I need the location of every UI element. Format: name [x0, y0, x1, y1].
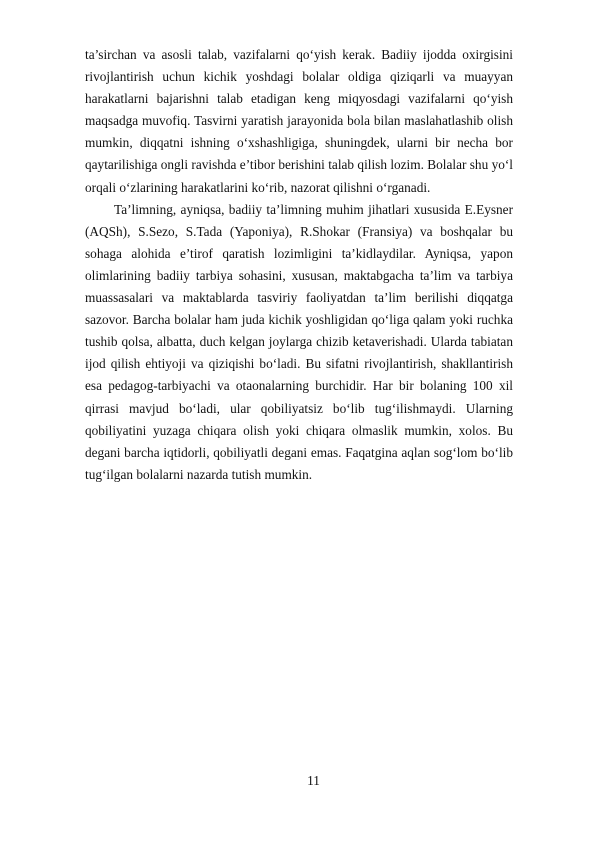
paragraph-1: ta’sirchan va asosli talab, vazifalarni qo‘yish kerak. Badiiy ijodda oxirgisini rivojlantirish uchun kichik yoshdagi bolalar oldiga qiziqarli va muayyan harakatlarni bajarishni talab etadigan keng miqyosdagi vazifalarni qo‘yish maqsadga muvofiq. Tasvirni yaratish jarayonida bola bilan maslahatlashib olish mumkin, diqqatni ishning o‘xshashligiga, shuningdek, ularni bir necha bor qaytarilishiga ongli ravishda e’tibor berishini talab qilish lozim. Bolalar shu yo‘l orqali o‘zlarining harakatlarini ko‘rib, nazorat qilishni o‘rganadi. [85, 47, 513, 195]
page-number-container [0, 773, 595, 789]
paragraph-2: Ta’limning, ayniqsa, badiiy ta’limning muhim jihatlari xususida E.Eysner (AQSh), S.Sezo, S.Tada (Yaponiya), R.Shokar (Fransiya) va boshqalar bu sohaga alohida e’tirof qaratish lozimligini ta’kidlaydilar. Ayniqsa, yapon olimlarining badiiy tarbiya sohasini, xususan, maktabgacha ta’lim va tarbiya muassasalari va maktablarda tasviriy faoliyatdan ta’lim berilishi diqqatga sazovor. Barcha bolalar ham juda kichik yoshligidan qo‘liga qalam yoki ruchka tushib qolsa, albatta, duch kelgan joylarga chizib ketaverishadi. Ularda tabiatan ijod qilish ehtiyoji va qiziqishi bo‘ladi. Bu sifatni rivojlantirish, shakllantirish esa pedagog-tarbiyachi va otaonalarning burchidir. Har bir bolaning 100 xil qirrasi mavjud bo‘ladi, ular qobiliyatsiz bo‘lib tug‘ilishmaydi. Ularning qobiliyatini yuzaga chiqara olish yoki chiqara olmaslik mumkin, xolos. Bu degani barcha iqtidorli, qobiliyatli degani emas. Faqatgina aqlan sog‘lom bo‘lib tug‘ilgan bolalarni nazarda tutish mumkin. [85, 201, 513, 482]
body-text [85, 44, 513, 486]
page-number: 11 [307, 773, 320, 788]
